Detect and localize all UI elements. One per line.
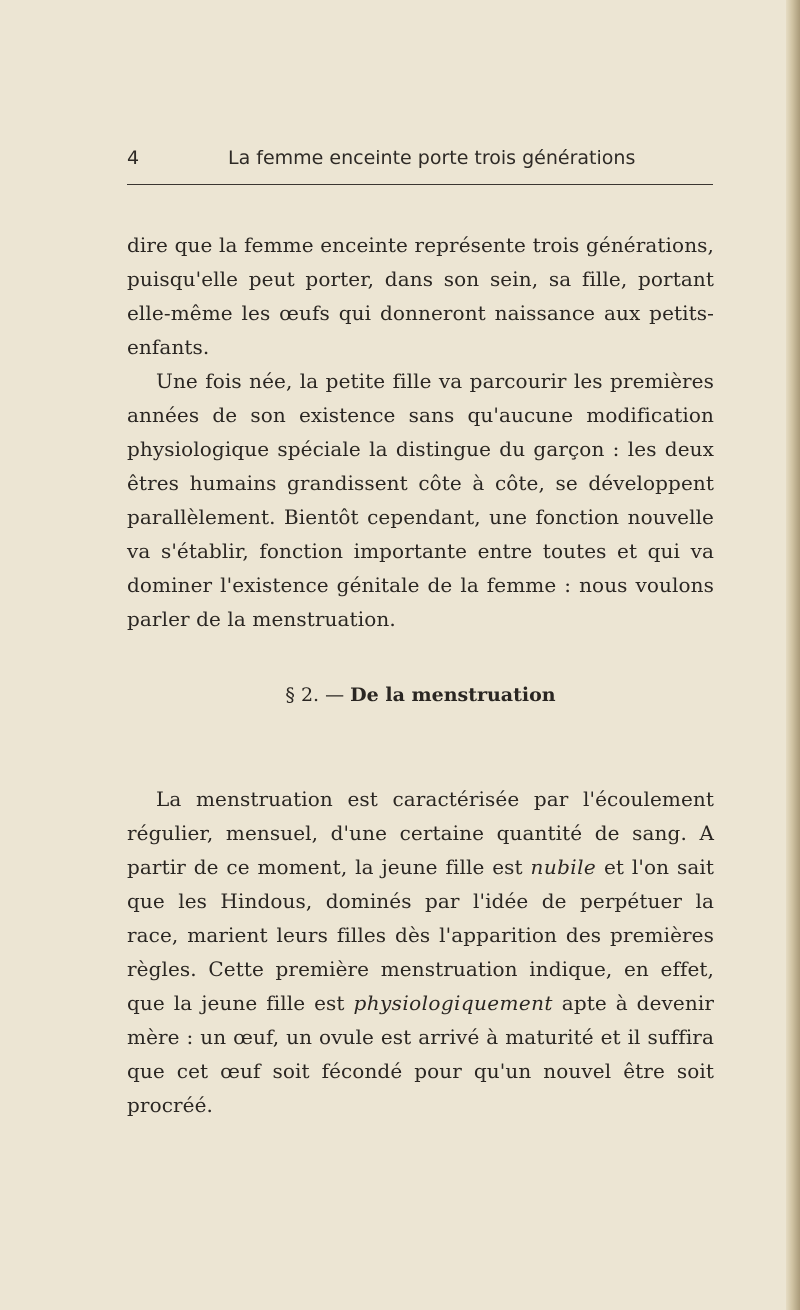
running-header [127,147,714,181]
paragraph-text-part-3: apte à devenir mère : un œuf, un ovule est arrivé à maturité et il suffira que cet œuf soit fécondé pour qu'un nouvel être soit procréé. [127,991,714,1117]
paragraph-menstruation [127,782,714,1122]
paragraph-text-part-1: La menstruation est caractérisée par l'écoulement régulier, mensuel, d'une certaine quantité de sang. A partir de ce moment, la jeune fille est [127,787,714,879]
paragraph-text-part-2: et l'on sait que les Hindous, dominés par l'idée de perpétuer la race, marient leurs filles dès l'apparition des premières règles. Cette première menstruation indique, en effet, que la jeune fille est [127,855,715,1015]
emphasis-physiologiquement: physiologiquement [353,991,553,1015]
paragraph-development: Une fois née, la petite fille va parcourir les premières années de son existence sans qu'aucune modification physiologique spéciale la distingue du garçon : les deux êtres humains grandissent côte à côte, se développent parallèlement. Bientôt cependant, une fonction nouvelle va s'établir, fonction importante entre toutes et qui va dominer l'existence génitale de la femme : nous voulons parler de la menstruation. [127,369,714,631]
section-title: De la menstruation [350,684,556,706]
section-heading [127,680,714,710]
paragraph-continued: dire que la femme enceinte représente trois générations, puisqu'elle peut porter, dans son sein, sa fille, portant elle-même les œufs qui donneront naissance aux petits-enfants. [127,233,714,359]
section-number: § 2. — [285,684,345,706]
header-rule [127,184,713,185]
page-edge-shadow [786,0,800,1310]
running-title: La femme enceinte porte trois générations [228,147,636,169]
page-number: 4 [127,147,140,169]
emphasis-nubile: nubile [530,855,597,879]
